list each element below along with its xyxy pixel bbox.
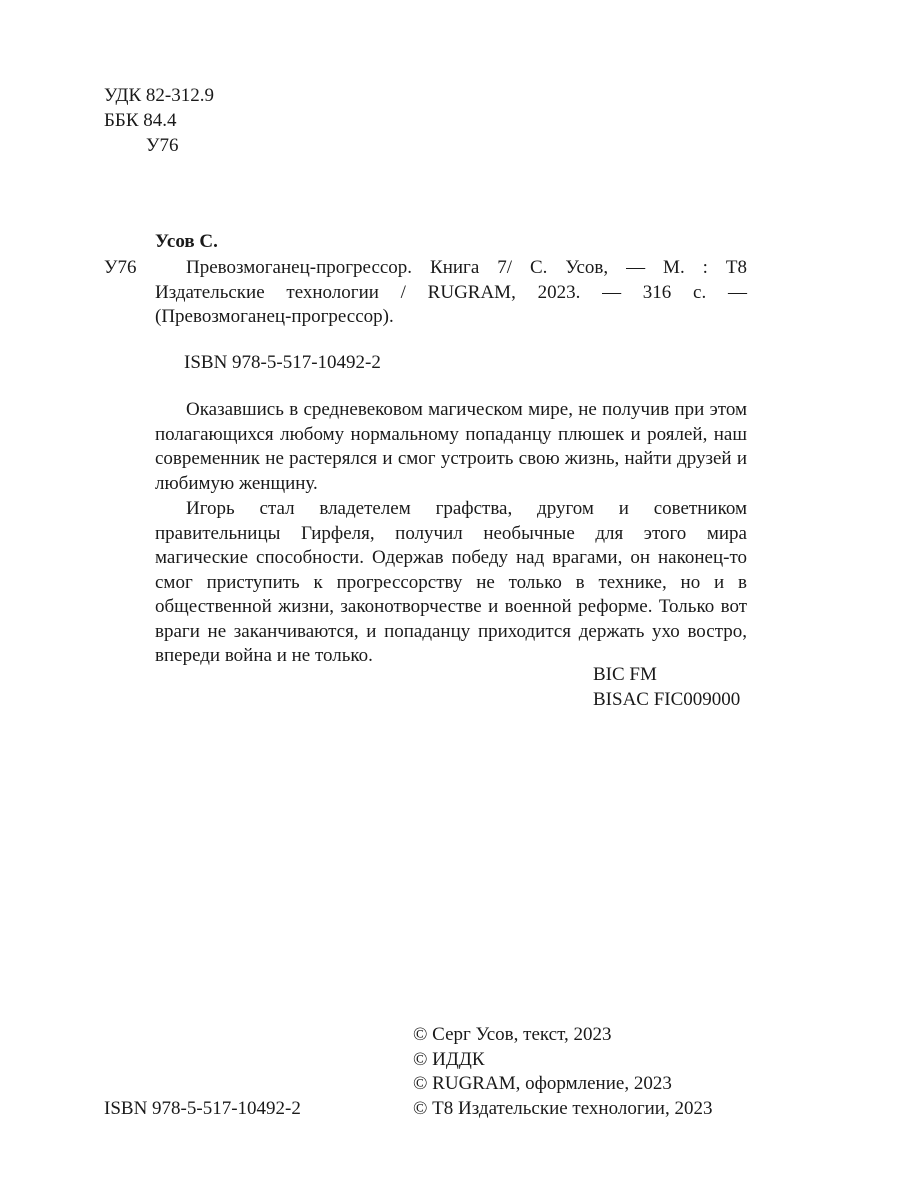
copyright-line: © RUGRAM, оформление, 2023 [413,1073,672,1094]
isbn-footer: ISBN 978-5-517-10492-2 [104,1098,301,1119]
bbk-code: ББК 84.4 [104,110,177,131]
bisac-code: BISAC FIC009000 [593,689,741,710]
udk-code: УДК 82-312.9 [104,85,214,106]
author-heading: Усов С. [155,231,218,252]
subject-codes [593,662,740,712]
bibliographic-description: Превозмоганец-прогрессор. Книга 7/ С. Усов, — М. : Т8 Издательские технологии / RUGRAM, 2023. — 316 с. — (Превозмоганец-прогрессор). [155,257,747,327]
copyright-line: © Серг Усов, текст, 2023 [413,1024,612,1045]
copyright-line: © ИДДК [413,1048,485,1070]
author-mark-side: У76 [104,257,137,278]
annotation-paragraph: Игорь стал владетелем графства, другом и советником правительницы Гирфеля, получил необычные для этого мира магические способности. Одержав победу над врагами, он наконец-то смог приступить к прогрессорству не только в технике, но и в общественной жизни, законотворчестве и военной реформе. Только вот враги не заканчиваются, и попаданцу приходится держать ухо востро, впереди война и не только. [155,498,747,666]
isbn-record: ISBN 978-5-517-10492-2 [184,352,381,373]
bic-code: BIC FM [593,664,657,685]
author-mark: У76 [146,135,179,156]
copyright-line: © Т8 Издательские технологии, 2023 [413,1097,713,1119]
annotation-paragraph: Оказавшись в средневековом магическом мире, не получив при этом полагающихся любому нормальному попаданцу плюшек и роялей, наш современник не растерялся и смог устроить свою жизнь, найти друзей и любимую женщину. [155,399,747,494]
copyright-block [413,1023,712,1121]
